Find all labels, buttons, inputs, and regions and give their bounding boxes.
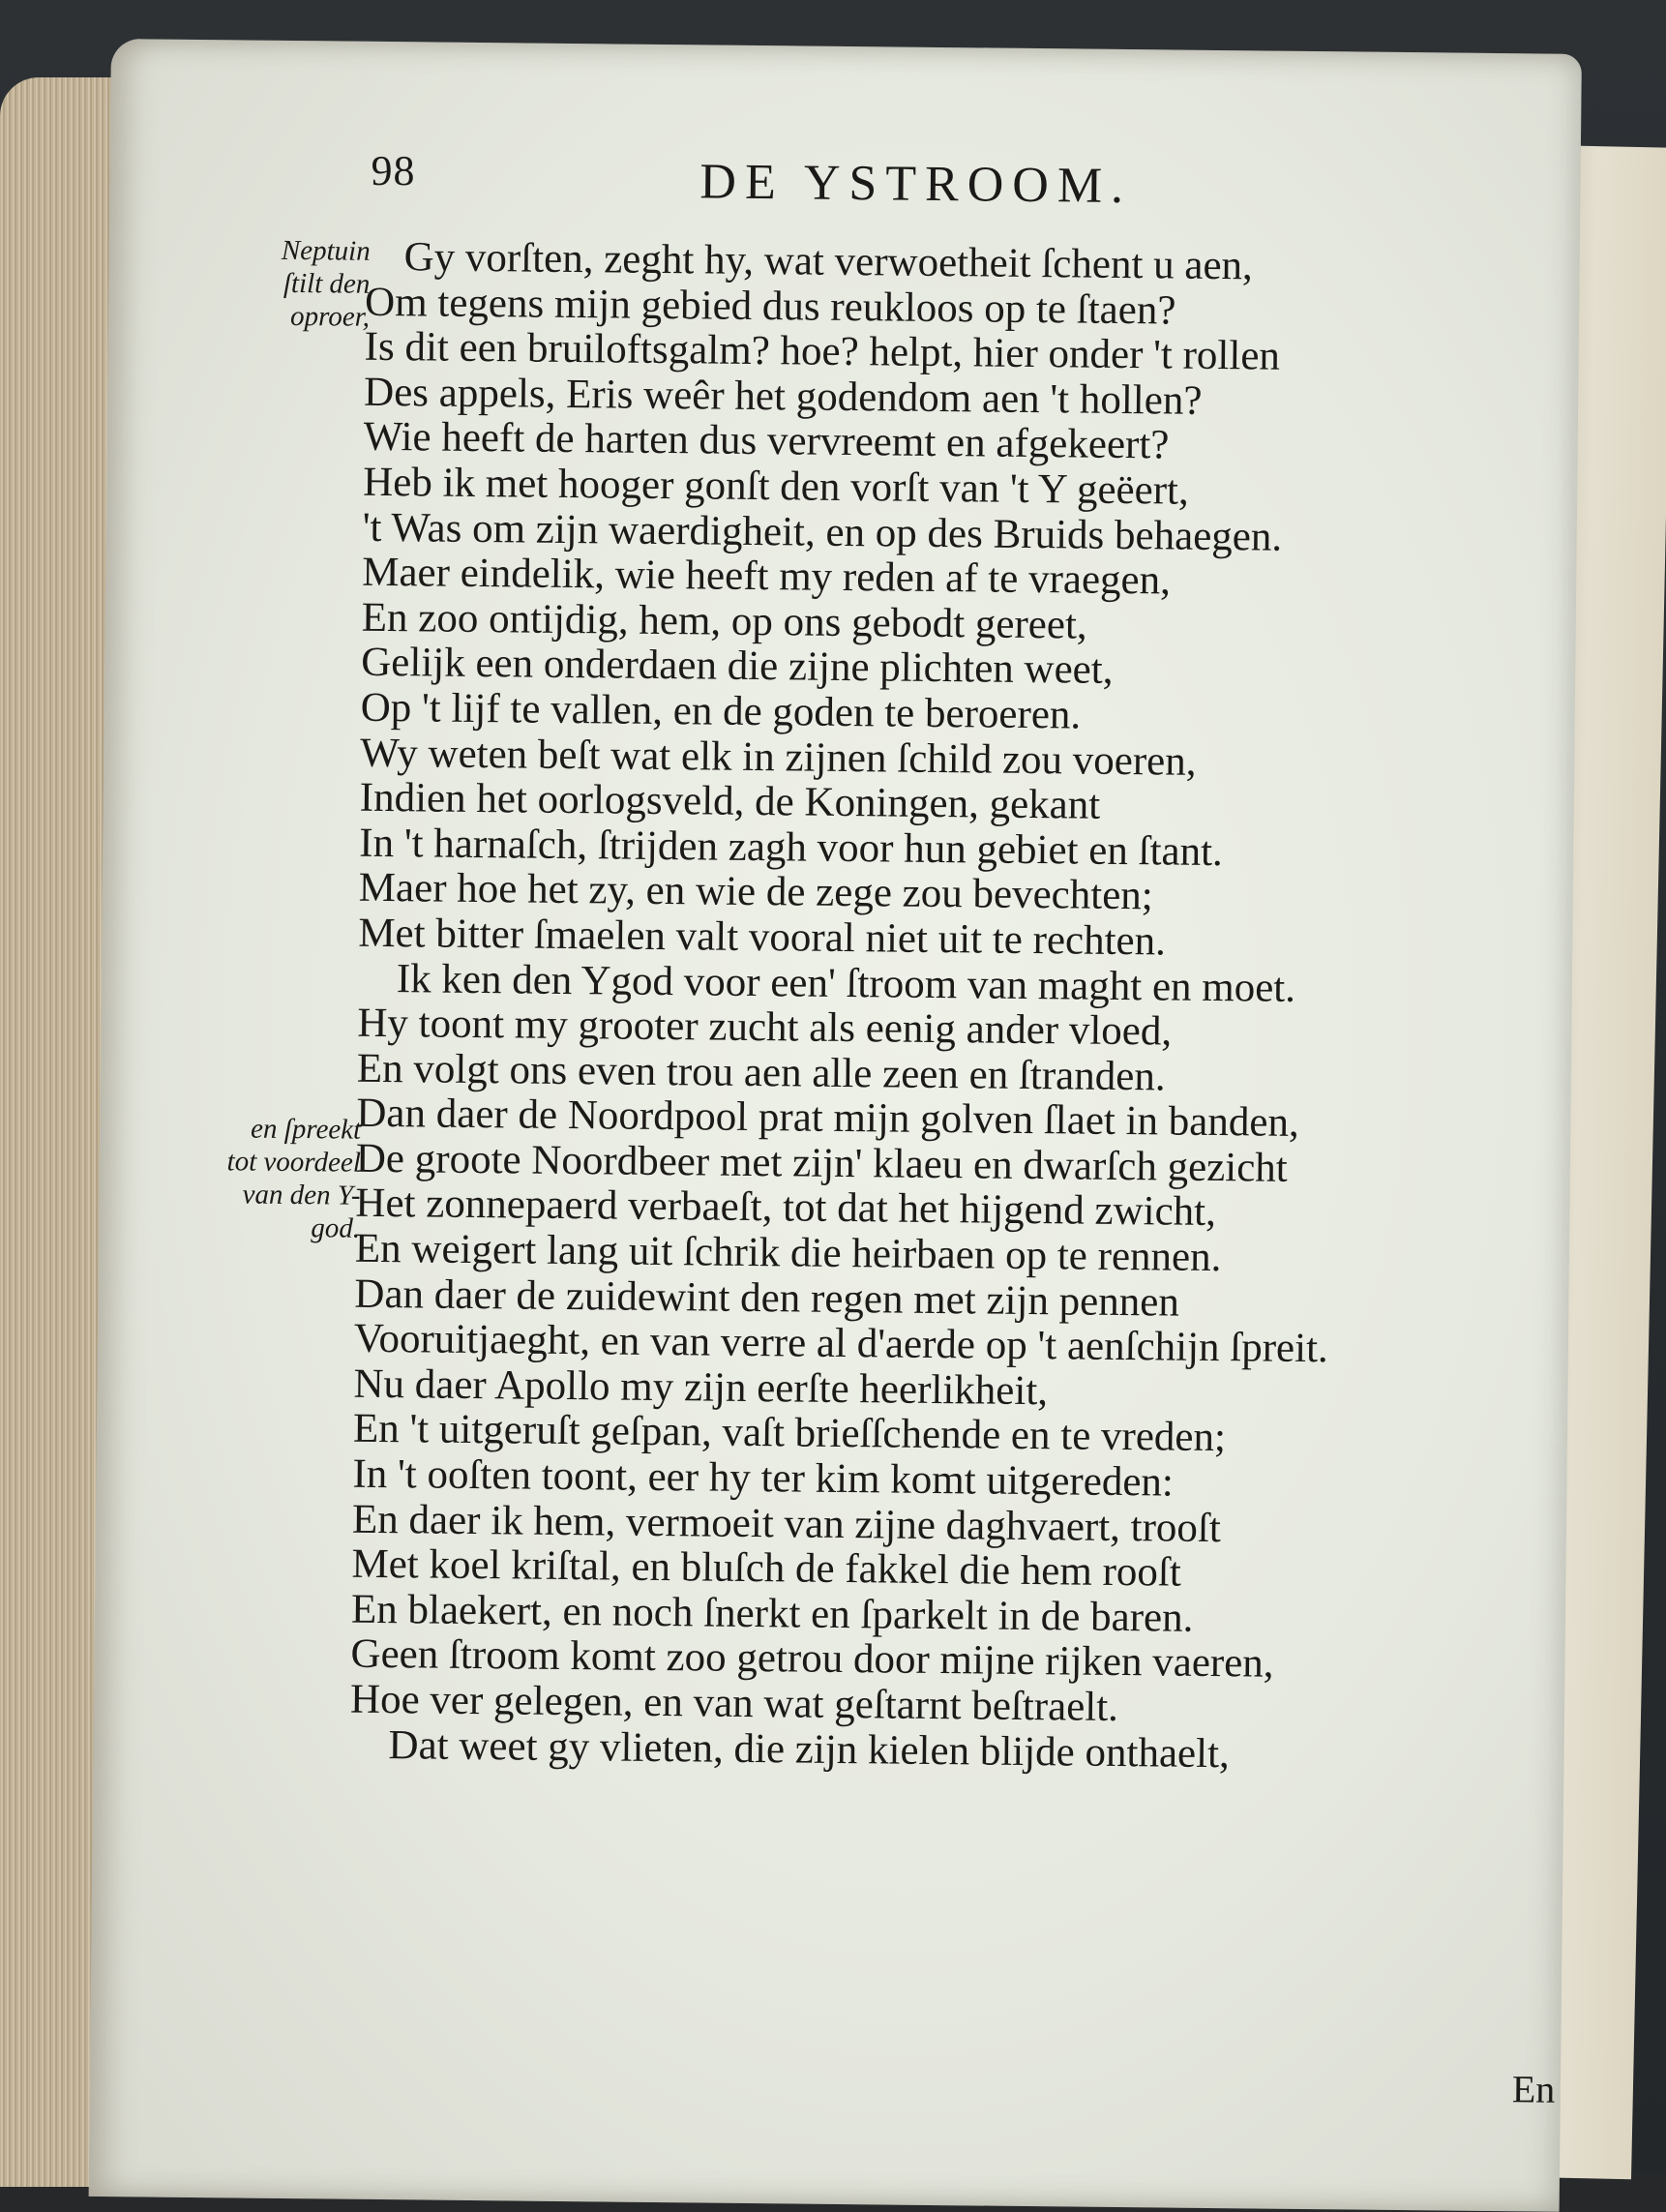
verse-line: Nu daer Apollo my zijn eerſte heerlikheit, xyxy=(353,1360,1049,1415)
verse-line: Maer eindelik, wie heeft my reden af te vraegen, xyxy=(361,549,1172,604)
verse-line: Geen ſtroom komt zoo getrou door mijne rijken vaeren, xyxy=(350,1631,1274,1688)
running-head: DE YSTROOM. xyxy=(699,154,1133,215)
verse-line: Met bitter ſmaelen valt vooral niet uit te rechten. xyxy=(358,910,1167,965)
note-line: ſtilt den xyxy=(283,267,371,300)
verse-line: Het zonnepaerd verbaeſt, tot dat het hijgend zwicht, xyxy=(355,1181,1217,1236)
page-number: 98 xyxy=(371,146,416,195)
verse-line: Om tegens mijn gebied dus reukloos op te ſtaen? xyxy=(364,279,1176,334)
verse-line: Met koel kriſtal, en bluſch de fakkel die hem rooſt xyxy=(351,1540,1182,1596)
verse-line: Des appels, Eris weêr het godendom aen 't hollen? xyxy=(363,369,1203,424)
marginal-note-neptune xyxy=(186,233,371,334)
verse-line: Is dit een bruiloftsgalm? hoe? helpt, hier onder 't rollen xyxy=(364,323,1281,379)
verse-line: En zoo ontijdig, hem, op ons gebodt gereet, xyxy=(361,594,1087,648)
verse-line: Op 't lijf te vallen, en de goden te beroeren. xyxy=(360,684,1082,738)
verse-line: De groote Noordbeer met zijn' klaeu en dwarſch gezicht xyxy=(355,1135,1288,1191)
book-page xyxy=(89,39,1582,2212)
verse-line: Gy vorſten, zeght hy, wat verwoetheit ſchent u aen, xyxy=(403,234,1254,289)
verse-line: Dan daer de zuidewint den regen met zijn pennen xyxy=(354,1270,1180,1326)
verse-line: Wy weten beſt wat elk in zijnen ſchild zou voeren, xyxy=(360,730,1197,785)
verse-line: Hoe ver gelegen, en van wat geſtarnt beſtraelt. xyxy=(349,1676,1119,1730)
verse-line: En daer ik hem, vermoeit van zijne daghvaert, trooſt xyxy=(351,1496,1222,1551)
note-line: oproer, xyxy=(289,300,371,333)
verse-line: Heb ik met hooger gonſt den vorſt van 't Y geëert, xyxy=(362,459,1189,514)
verse-line: En volgt ons even trou aen alle zeen en ſtranden. xyxy=(356,1045,1166,1100)
note-line: tot voordeel xyxy=(226,1146,362,1179)
verse-line: En blaekert, en noch ſnerkt en ſparkelt in de baren. xyxy=(350,1586,1194,1641)
verse-line: Dan daer de Noordpool prat mijn golven ſlaet in banden, xyxy=(356,1090,1299,1147)
note-line: Neptuin xyxy=(281,234,371,267)
note-line: god. xyxy=(311,1212,361,1244)
verse-line: Maer hoe het zy, en wie de zege zou bevechten; xyxy=(358,865,1153,919)
verse-line: 't Was om zijn waerdigheit, en op des Bruids behaegen. xyxy=(362,504,1283,560)
page-content xyxy=(89,39,1582,2212)
verse-line: Gelijk een onderdaen die zijne plichten weet, xyxy=(361,640,1114,694)
verse-line: Indien het oorlogsveld, de Koningen, gekant xyxy=(359,774,1101,828)
verse-line: Wie heeft de harten dus vervreemt en afgekeert? xyxy=(363,414,1170,468)
verse-line: En weigert lang uit ſchrik die heirbaen op te rennen. xyxy=(354,1225,1222,1281)
verse-line: Vooruitjaeght, en van verre al d'aerde op 't aenſchijn ſpreit. xyxy=(353,1315,1329,1372)
verse-text xyxy=(349,235,1614,1781)
catchword: En xyxy=(1511,2067,1556,2111)
note-line: van den Y- xyxy=(242,1179,361,1211)
verse-line: Hy toont my grooter zucht als eenig ander vloed, xyxy=(357,1000,1173,1055)
verse-line: In 't harnaſch, ſtrijden zagh voor hun gebiet en ſtant. xyxy=(359,820,1224,875)
verse-line: Dat weet gy vlieten, die zijn kielen blijde onthaelt, xyxy=(388,1721,1231,1777)
verse-line: En 't uitgeruſt geſpan, vaſt brieſſchende en te vreden; xyxy=(352,1406,1227,1461)
marginal-note-ygod xyxy=(176,1112,361,1245)
verse-line: In 't ooſten toont, eer hy ter kim komt uitgereden: xyxy=(352,1450,1175,1506)
verse-line: Ik ken den Ygod voor een' ſtroom van maght en moet. xyxy=(396,955,1296,1011)
note-line: en ſpreekt xyxy=(250,1113,362,1146)
